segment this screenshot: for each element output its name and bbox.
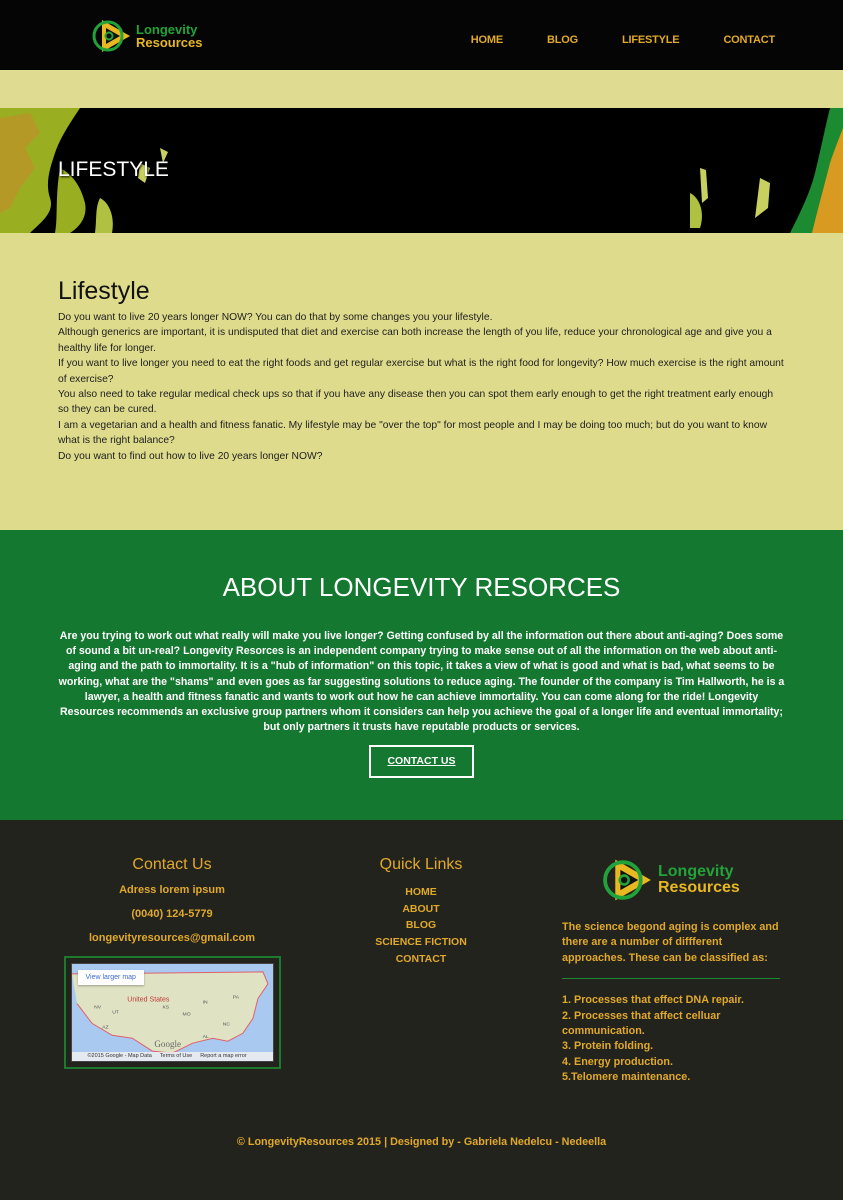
map-attribution: [72, 1052, 273, 1061]
contact-us-button[interactable]: CONTACT US: [369, 745, 474, 778]
map-report-link[interactable]: Report a map error: [200, 1053, 247, 1059]
page-heading: Lifestyle: [58, 277, 150, 305]
nav-blog[interactable]: BLOG: [546, 34, 578, 46]
svg-text:Google: Google: [153, 1039, 181, 1050]
quick-link-science-fiction[interactable]: SCIENCE FICTION: [375, 936, 467, 949]
approach-item: 1. Processes that effect DNA repair.: [562, 994, 745, 1007]
footer-logo[interactable]: [600, 852, 780, 908]
nav-lifestyle[interactable]: LIFESTYLE: [621, 34, 680, 46]
view-larger-map-button[interactable]: View larger map: [78, 970, 144, 985]
quick-link-blog[interactable]: BLOG: [405, 919, 437, 932]
quick-link-home[interactable]: HOME: [405, 886, 437, 898]
svg-text:UT: UT: [111, 1009, 119, 1016]
svg-text:AL: AL: [202, 1034, 209, 1041]
site-header: [0, 0, 843, 70]
content-paragraph: Do you want to find out how to live 20 years longer NOW?: [58, 450, 323, 462]
contact-phone[interactable]: (0040) 124-5779: [131, 908, 213, 920]
footer-contact: [62, 856, 282, 1069]
content-paragraph: If you want to live longer you need to eat the right foods and get regular exercise but what is the right food for longevity? How much exercise is the right amount of exercise?: [58, 358, 784, 385]
banner-title: LIFESTYLE: [58, 158, 169, 181]
content-paragraph: You also need to take regular medical check ups so that if you have any disease then you can spot them early enough to get the right treatment early enough so they can be cured.: [58, 389, 774, 416]
footer-divider: [562, 978, 780, 979]
svg-text:NV: NV: [93, 1004, 101, 1011]
logo-line-1: Longevity: [136, 22, 198, 37]
content-paragraph: I am a vegetarian and a health and fitness fanatic. My lifestyle may be "over the top" for most people and I may be doing too much; but do you want to know what is the right balance?: [58, 419, 768, 447]
footer-logo-line-1: Longevity: [658, 863, 734, 880]
svg-text:KS: KS: [161, 1004, 169, 1011]
site-footer: [0, 820, 843, 1200]
play-logo-icon: [600, 852, 656, 908]
footer-logo-text: [658, 864, 740, 896]
approach-item: 5.Telomere maintenance.: [562, 1071, 691, 1084]
content-paragraph: Although generics are important, it is undisputed that diet and exercise can both increase the length of you life, reduce your chronological age and give you a healthy life for longer.: [58, 327, 772, 354]
svg-text:AZ: AZ: [101, 1024, 109, 1031]
copyright: © LongevityResources 2015 | Designed by - Gabriela Nedelcu - Nedeella: [236, 1136, 607, 1148]
svg-text:United States: United States: [126, 996, 169, 1004]
nav-contact[interactable]: CONTACT: [723, 34, 775, 46]
content-paragraph: Do you want to live 20 years longer NOW? You can do that by some changes you your lifestyle.: [58, 312, 493, 323]
banner-spacer: [0, 70, 843, 108]
page-banner: [0, 108, 843, 233]
quick-link-contact[interactable]: CONTACT: [395, 952, 447, 965]
contact-email[interactable]: longevityresources@gmail.com: [88, 932, 255, 944]
approach-item: 3. Protein folding.: [562, 1040, 654, 1053]
about-heading: ABOUT LONGEVITY RESORCES: [222, 572, 621, 602]
approach-item: 4. Energy production.: [562, 1055, 673, 1068]
footer-quick-links: [360, 856, 482, 968]
main-content: [0, 233, 843, 530]
play-logo-icon: [90, 14, 134, 58]
contact-heading: Contact Us: [132, 856, 212, 873]
footer-about: [562, 852, 780, 1086]
approaches-list: [562, 993, 780, 1085]
quick-links-heading: Quick Links: [379, 856, 463, 873]
map-terms-link[interactable]: Terms of Use: [159, 1053, 193, 1059]
about-text: Are you trying to work out what really will make you live longer? Getting confused by all the information out there about anti-aging? Does some of sound a bit un-real? Longevity Resorces is an independent company trying to make sense out of all the information on the web about anti-aging and the path to immortality. It is a "hub of information" on this topic, it takes a view of what is good and what is bad, what seems to be working, what are the "shams" and even goes as far suggesting solutions to reduce aging. The founder of the company is Tim Hallworth, he is a lawyer, a health and fitness fanatic and wants to work out how he can achieve immortality. You can come along for the ride! Longevity Resources recommends an exclusive group partners whom it considers can help you achieve the goal of a longer life and eventual immortality; but only partners it trusts have reputable products or services.: [58, 630, 785, 734]
site-logo[interactable]: [90, 14, 210, 58]
svg-text:PA: PA: [232, 994, 239, 1001]
map-view[interactable]: [71, 963, 274, 1062]
nav-home[interactable]: HOME: [470, 34, 503, 46]
svg-text:NC: NC: [222, 1021, 230, 1028]
logo-text: [136, 23, 202, 49]
main-nav: [427, 34, 775, 46]
map-copyright: ©2015 Google - Map Data: [87, 1053, 152, 1059]
contact-address: Adress lorem ipsum: [119, 884, 225, 896]
quick-link-about[interactable]: ABOUT: [402, 902, 440, 915]
approach-item: 2. Processes that affect celluar communication.: [562, 1009, 721, 1038]
about-section: [0, 530, 843, 820]
svg-text:IN: IN: [202, 999, 208, 1006]
footer-logo-line-2: Resources: [658, 879, 740, 896]
svg-text:MO: MO: [182, 1011, 191, 1018]
footer-intro: The science begond aging is complex and there are a number of diffferent approaches. These can be classified as:: [562, 921, 779, 964]
logo-line-2: Resources: [136, 35, 203, 50]
map-embed[interactable]: [64, 956, 281, 1069]
